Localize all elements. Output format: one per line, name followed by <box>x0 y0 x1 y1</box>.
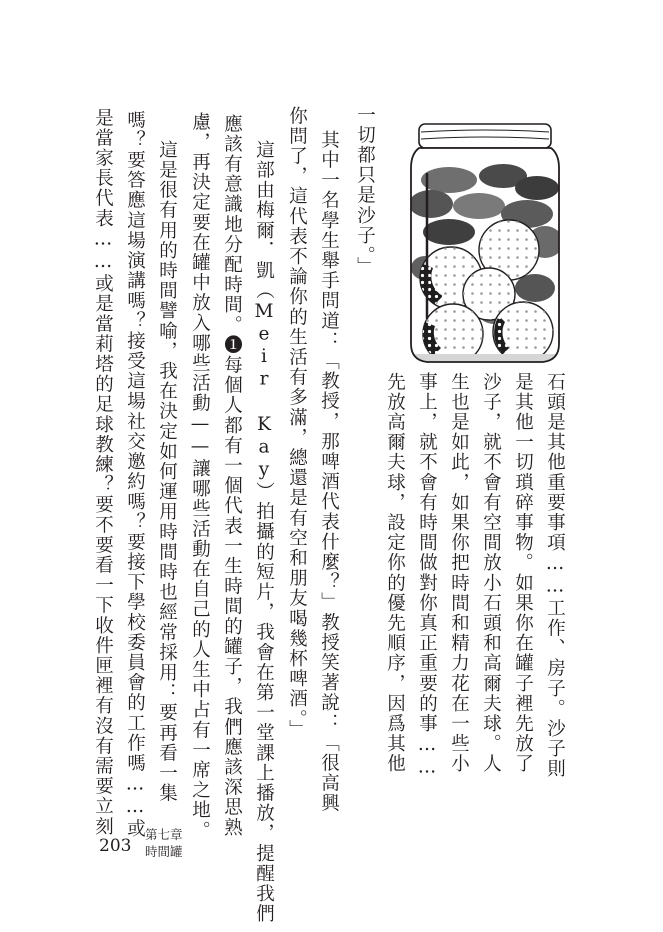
text-column-11: 應該有意識地分配時間。❶每個人都有一個代表一生時間的罐子，我們應該深思熟 <box>221 114 243 838</box>
page-number: 203 <box>99 836 132 856</box>
running-footer <box>145 827 183 861</box>
text-column-5: 事上，就不會有時間做對你真正重要的事…… <box>416 372 438 779</box>
chapter-title: 時間罐 <box>145 843 183 859</box>
text-column-15: 是當家長代表……或是當莉塔的足球教練？要不要看一下收件匣裡有沒有需要立刻 <box>92 108 114 837</box>
text-column-7: 一切都只是沙子。」 <box>354 105 376 277</box>
text-column-12: 慮，再決定要在罐中放入哪些活動——讓哪些活動在自己的人生中占有一席之地。 <box>189 112 211 841</box>
chapter-label: 第七章 <box>145 827 183 842</box>
text-column-4: 生也是如此，如果你把時間和精力花在一些小 <box>448 372 470 774</box>
text-column-6: 先放高爾夫球，設定你的優先順序，因爲其他 <box>384 372 406 774</box>
text-column-13: 這是很有用的時間譬喻，我在決定如何運用時間時也經常採用：要再看一集 <box>156 120 178 804</box>
text-column-3: 沙子，就不會有空間放小石頭和高爾夫球。人 <box>480 372 502 774</box>
text-column-9: 你問了，這代表不論你的生活有多滿，總還是有空和朋友喝幾杯啤酒。」 <box>286 106 308 740</box>
text-column-1: 石頭是其他重要事項……工作、房子。沙子則 <box>544 372 566 779</box>
text-column-14: 嗎？要答應這場演講嗎？接受這場社交邀約嗎？要接下學校委員會的工作嗎……或 <box>124 110 146 839</box>
text-column-10: 這部由梅爾．凱（Meir Kay）拍攝的短片，我會在第一堂課上播放，提醒我們 <box>253 120 275 924</box>
jar-with-golf-balls-and-stones-icon <box>405 118 565 366</box>
text-column-2: 是其他一切瑣碎事物。如果你在罐子裡先放了 <box>512 372 534 774</box>
text-column-8: 其中一名學生舉手問道：「教授，那啤酒代表什麼？」教授笑著說：「很高興 <box>318 110 340 814</box>
